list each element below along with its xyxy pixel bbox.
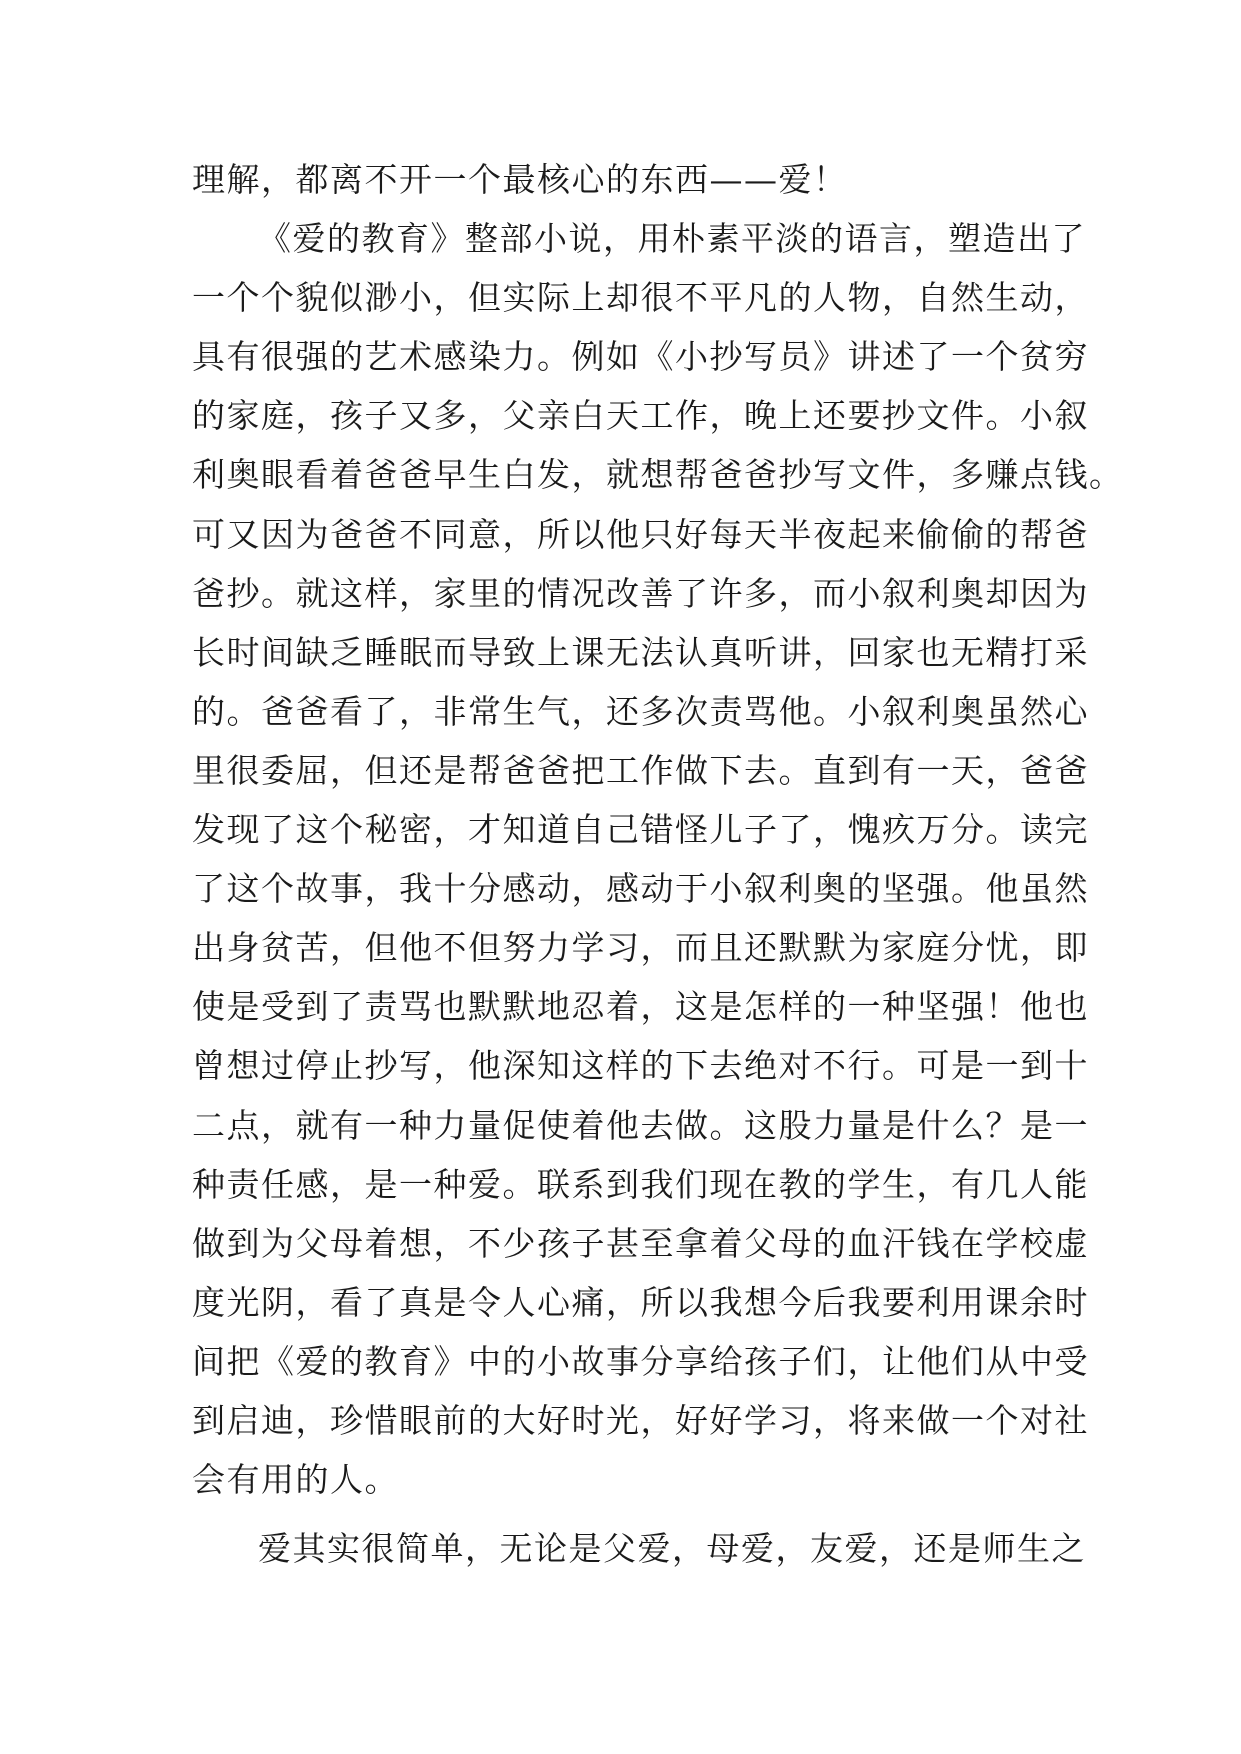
- text-line: 做到为父母着想，不少孩子甚至拿着父母的血汗钱在学校虚: [192, 1223, 1089, 1263]
- text-line: 的家庭，孩子又多，父亲白天工作，晚上还要抄文件。小叙: [192, 396, 1089, 436]
- text-line: 发现了这个秘密，才知道自己错怪儿子了，愧疚万分。读完: [192, 810, 1089, 850]
- text-line: 度光阴，看了真是令人心痛，所以我想今后我要利用课余时: [192, 1282, 1089, 1322]
- text-line: 理解，都离不开一个最核心的东西——爱！: [192, 160, 848, 199]
- text-line: 会有用的人。: [192, 1460, 399, 1500]
- text-line: 使是受到了责骂也默默地忍着，这是怎样的一种坚强！他也: [192, 987, 1089, 1027]
- paragraph-gap: [192, 1509, 1062, 1519]
- paragraph-1: [192, 150, 1062, 209]
- text-line: 一个个貌似渺小，但实际上却很不平凡的人物，自然生动，: [192, 278, 1089, 318]
- text-line: 到启迪，珍惜眼前的大好时光，好好学习，将来做一个对社: [192, 1400, 1089, 1440]
- text-line: 长时间缺乏睡眠而导致上课无法认真听讲，回家也无精打采: [192, 632, 1089, 672]
- text-line: 可又因为爸爸不同意，所以他只好每天半夜起来偷偷的帮爸: [192, 514, 1089, 554]
- text-line: 曾想过停止抄写，他深知这样的下去绝对不行。可是一到十: [192, 1046, 1089, 1086]
- text-line: 具有很强的艺术感染力。例如《小抄写员》讲述了一个贫穷: [192, 337, 1089, 377]
- text-line: 爸抄。就这样，家里的情况改善了许多，而小叙利奥却因为: [192, 573, 1089, 613]
- text-line: 二点，就有一种力量促使着他去做。这股力量是什么？是一: [192, 1105, 1089, 1145]
- text-line: 种责任感，是一种爱。联系到我们现在教的学生，有几人能: [192, 1164, 1089, 1204]
- body-text: [192, 150, 1124, 1578]
- text-line: 间把《爱的教育》中的小故事分享给孩子们，让他们从中受: [192, 1341, 1089, 1381]
- text-line: 利奥眼看着爸爸早生白发，就想帮爸爸抄写文件，多赚点钱。: [192, 455, 1124, 495]
- text-line: 里很委屈，但还是帮爸爸把工作做下去。直到有一天，爸爸: [192, 750, 1089, 790]
- paragraph-3: [192, 1519, 1086, 1578]
- text-line: 爱其实很简单，无论是父爱，母爱，友爱，还是师生之: [258, 1529, 1086, 1569]
- text-line: 了这个故事，我十分感动，感动于小叙利奥的坚强。他虽然: [192, 869, 1089, 909]
- text-line: 的。爸爸看了，非常生气，还多次责骂他。小叙利奥虽然心: [192, 691, 1089, 731]
- text-line: 《爱的教育》整部小说，用朴素平淡的语言，塑造出了: [258, 219, 1086, 259]
- paragraph-2: [192, 209, 1124, 1509]
- text-line: 出身贫苦，但他不但努力学习，而且还默默为家庭分忧，即: [192, 928, 1089, 968]
